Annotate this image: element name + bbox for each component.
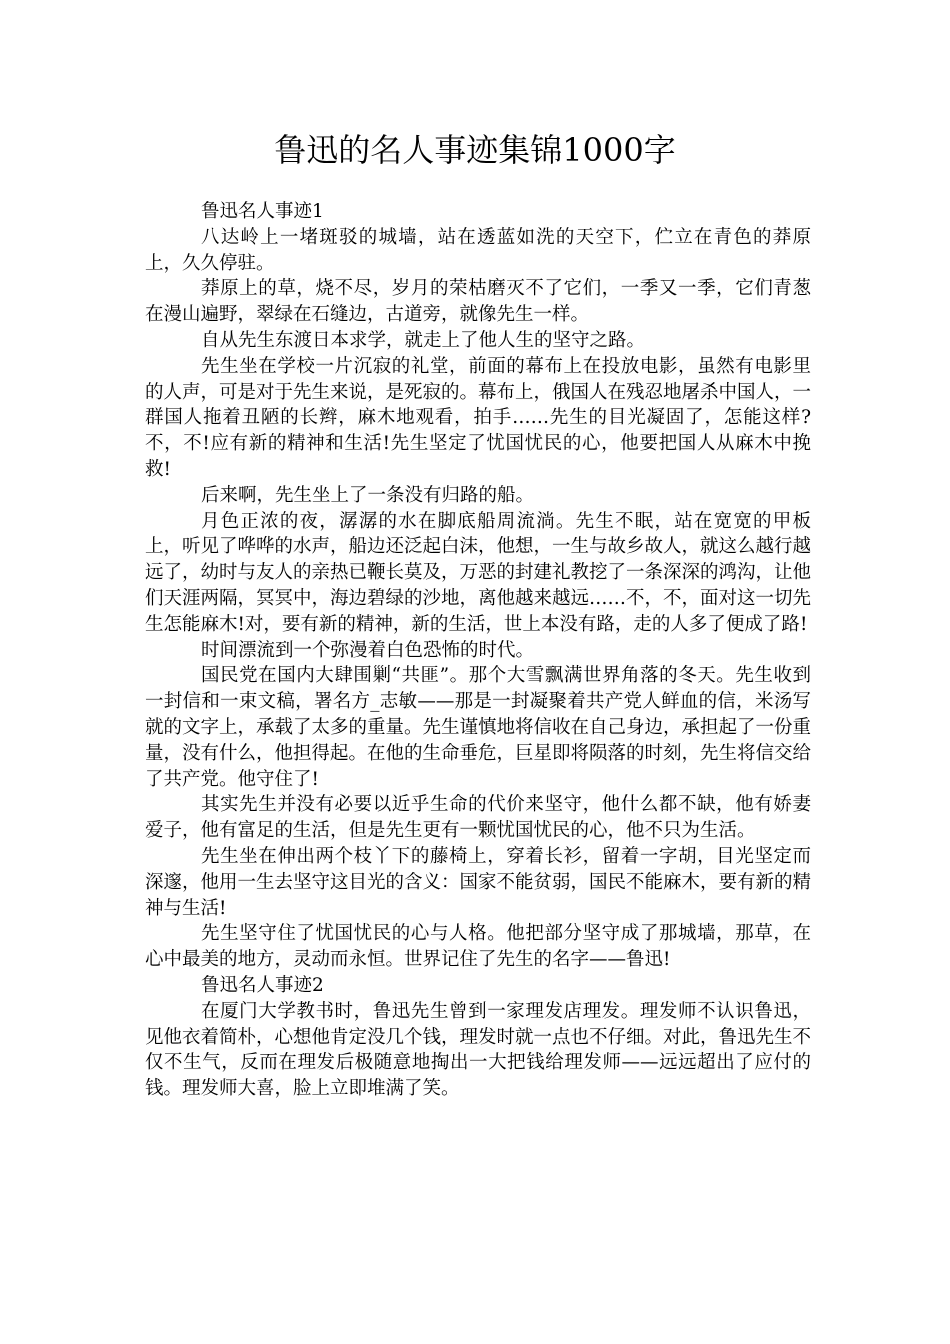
section-heading-2: 鲁迅名人事迹2 [201,974,324,996]
paragraph: 时间漂流到一个弥漫着白色恐怖的时代。 [201,639,535,661]
document-title: 鲁迅的名人事迹集锦1000字 [274,131,676,169]
paragraph: 后来啊，先生坐上了一条没有归路的船。 [201,484,535,506]
paragraph: 月色正浓的夜，潺潺的水在脚底船周流淌。先生不眠，站在宽宽的甲板上，听见了哗哗的水声，船边还泛起白沫，他想，一生与故乡故人，就这么越行越远了，幼时与友人的亲热已鞭长莫及，万恶的封建礼教挖了一条深深的鸿沟，让他们天涯两隔，冥冥中，海边碧绿的沙地，离他越来越远……不，不，面对这一切先生怎能麻木!对，要有新的精神，新的生活，世上本没有路，走的人多了便成了路! [145,510,812,635]
paragraph: 先生坚守住了忧国忧民的心与人格。他把部分坚守成了那城墙，那草，在心中最美的地方，灵动而永恒。世界记住了先生的名字——鲁迅! [145,923,811,971]
paragraph: 其实先生并没有必要以近乎生命的代价来坚守，他什么都不缺，他有娇妻爱子，他有富足的生活，但是先生更有一颗忧国忧民的心，他不只为生活。 [145,794,811,842]
paragraph: 国民党在国内大肆围剿“共匪”。那个大雪飘满世界角落的冬天。先生收到一封信和一束文稿，署名方_志敏——那是一封凝聚着共产党人鲜血的信，米汤写就的文字上，承载了太多的重量。先生谨慎地将信收在自己身边，承担起了一份重量，没有什么，他担得起。在他的生命垂危，巨星即将陨落的时刻，先生将信交给了共产党。他守住了! [145,665,812,790]
section-heading-1: 鲁迅名人事迹1 [201,201,324,222]
paragraph: 先生坐在伸出两个枝丫下的藤椅上，穿着长衫，留着一字胡，目光坚定而深邃，他用一生去坚守这目光的含义：国家不能贫弱，国民不能麻木，要有新的精神与生活! [145,845,812,919]
paragraph: 八达岭上一堵斑驳的城墙，站在透蓝如洗的天空下，伫立在青色的莽原上，久久停驻。 [145,226,811,274]
paragraph: 自从先生东渡日本求学，就走上了他人生的坚守之路。 [201,329,646,351]
paragraph: 在厦门大学教书时，鲁迅先生曾到一家理发店理发。理发师不认识鲁迅，见他衣着简朴，心想他肯定没几个钱，理发时就一点也不仔细。对此，鲁迅先生不仅不生气，反而在理发后极随意地掏出一大把钱给理发师——远远超出了应付的钱。理发师大喜，脸上立即堆满了笑。 [145,1000,812,1100]
paragraph: 先生坐在学校一片沉寂的礼堂，前面的幕布上在投放电影，虽然有电影里的人声，可是对于先生来说，是死寂的。幕布上，俄国人在残忍地屠杀中国人，一群国人拖着丑陋的长辫，麻木地观看，拍手……先生的目光凝固了，怎能这样?不，不!应有新的精神和生活!先生坚定了忧国忧民的心，他要把国人从麻木中挽救! [145,355,812,480]
paragraph: 莽原上的草，烧不尽，岁月的荣枯磨灭不了它们，一季又一季，它们青葱在漫山遍野，翠绿在石缝边，古道旁，就像先生一样。 [145,278,811,326]
document-body [145,199,811,1102]
